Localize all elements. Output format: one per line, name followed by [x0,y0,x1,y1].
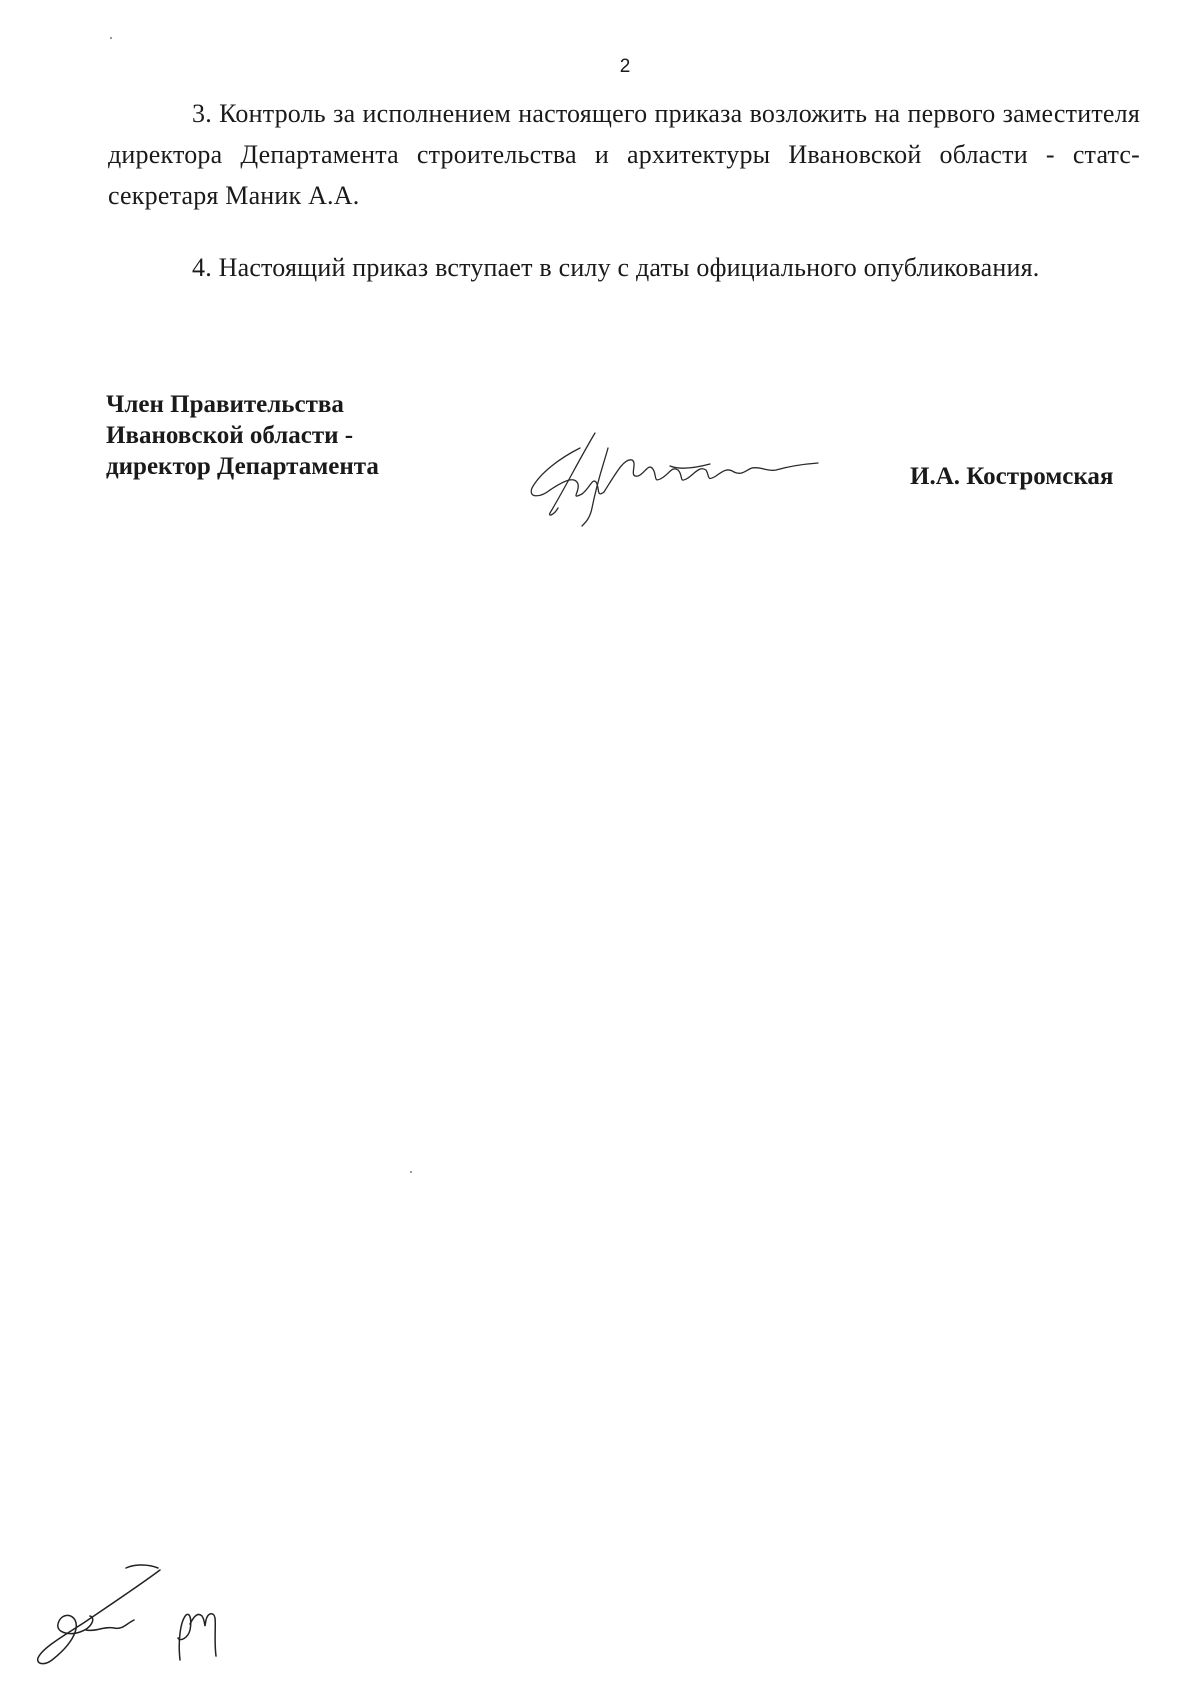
signer-position-line: директор Департамента [106,453,379,480]
signer-position-line: Ивановской области - [106,422,354,449]
scan-speck [410,1171,412,1173]
signer-position [106,389,379,482]
page-number: 2 [619,56,631,77]
signer-position-line: Член Правительства [106,391,344,418]
handwritten-initials [30,1560,220,1670]
handwritten-signature [520,418,820,528]
paragraph-4: 4. Настоящий приказ вступает в силу с даты официального опубликования. [192,253,1040,282]
scan-speck [110,37,112,39]
paragraph-3: 3. Контроль за исполнением настоящего приказа возложить на первого заместителя директора Департамента строительства и архитектуры Ивановской области - статс-секретаря Маник А.А. [108,99,1140,210]
signer-name: И.А. Костромская [910,463,1114,490]
